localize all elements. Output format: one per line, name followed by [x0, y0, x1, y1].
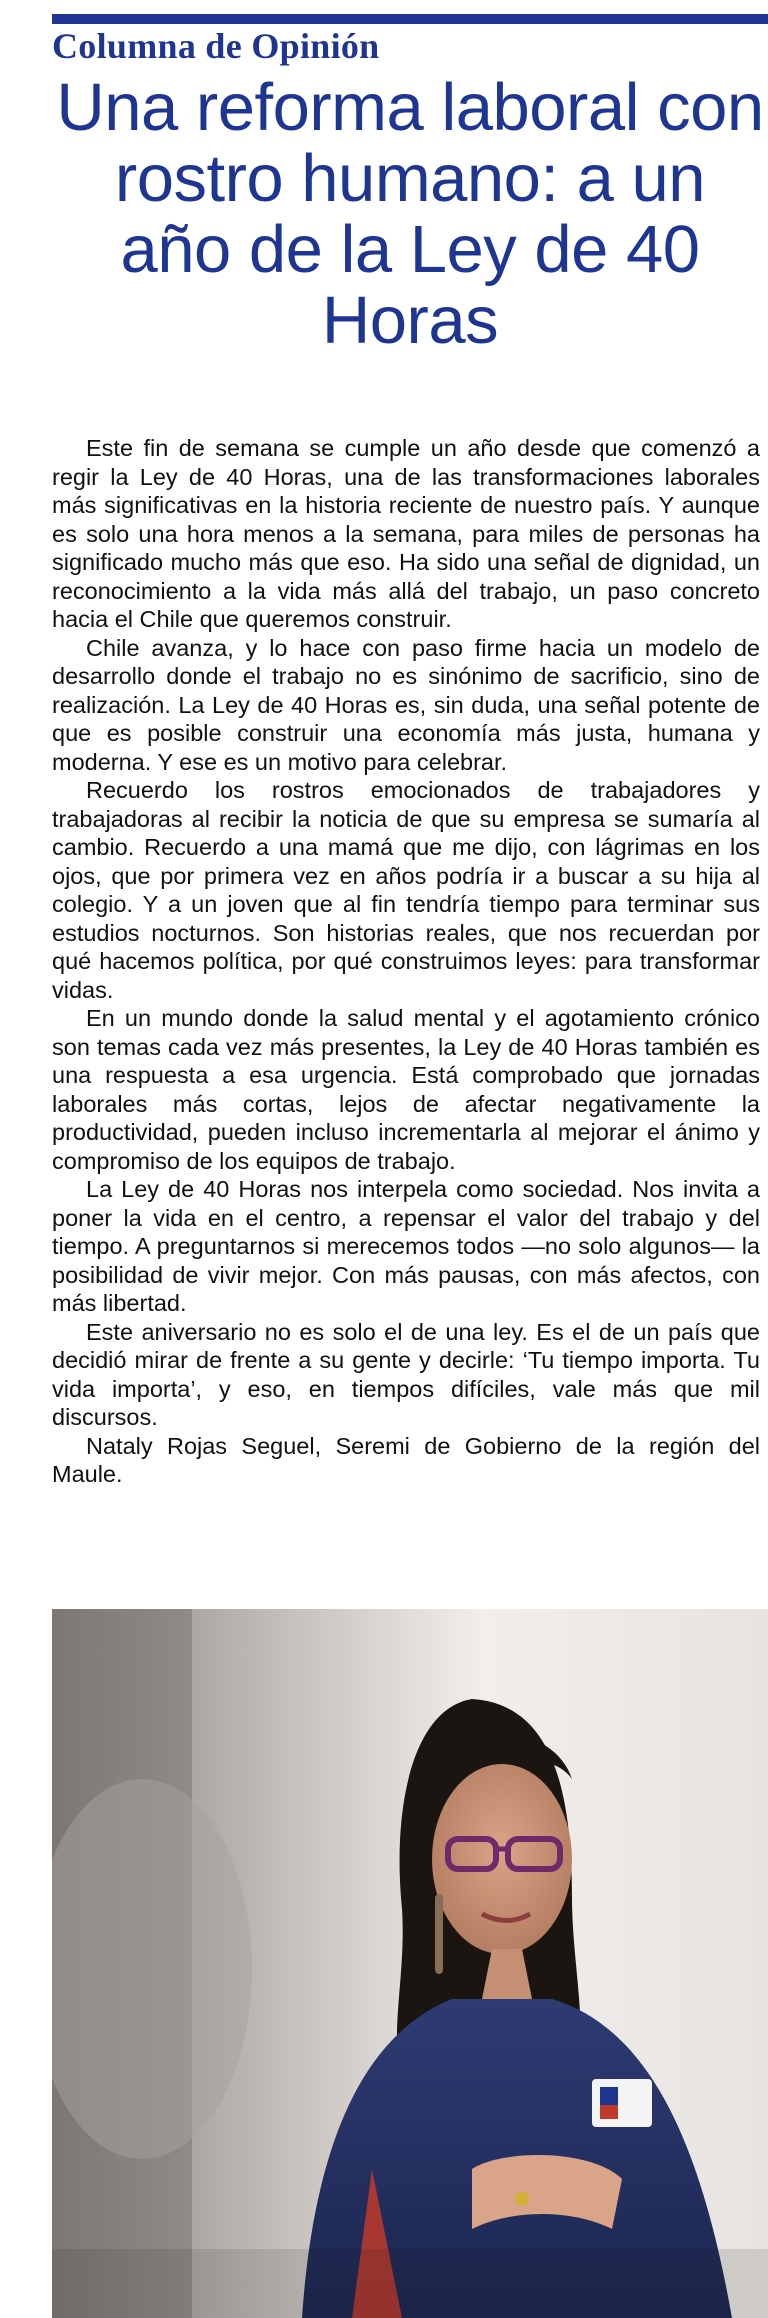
paragraph: Chile avanza, y lo hace con paso firme hacia un modelo de desarrollo donde el trabajo no es sinónimo de sacrificio, sino de realización. La Ley de 40 Horas es, sin duda, una señal potente de que es posible construir una economía más justa, humana y moderna. Y ese es un motivo para celebrar. [52, 634, 760, 775]
headline: Una reforma laboral con rostro humano: a un año de la Ley de 40 Horas [56, 70, 764, 358]
paragraph: Recuerdo los rostros emocionados de trabajadores y trabajadoras al recibir la noticia de que su empresa se sumaría al cambio. Recuerdo a una mamá que me dijo, con lágrimas en los ojos, que por primera vez en años podría ir a buscar a su hija al colegio. Y a un joven que al fin tendría tiempo para terminar sus estudios nocturnos. Son historias reales, que nos recuerdan por qué hacemos política, por qué construimos leyes: para transformar vidas. [52, 777, 760, 1003]
section-label: Columna de Opinión [52, 26, 380, 66]
header-rule [52, 14, 768, 24]
article-body [52, 434, 760, 1489]
author-photo [52, 1609, 768, 2318]
paragraph: La Ley de 40 Horas nos interpela como sociedad. Nos invita a poner la vida en el centro, a repensar el valor del trabajo y del tiempo. A preguntarnos si merecemos todos —no solo algunos— la posibilidad de vivir mejor. Con más pausas, con más afectos, con más libertad. [52, 1176, 760, 1316]
paragraph: Este aniversario no es solo el de una ley. Es el de un país que decidió mirar de frente a su gente y decirle: ‘Tu tiempo importa. Tu vida importa’, y eso, en tiempos difíciles, vale más que mil discursos. [52, 1318, 760, 1430]
paragraph: En un mundo donde la salud mental y el agotamiento crónico son temas cada vez más presentes, la Ley de 40 Horas también es una respuesta a esa urgencia. Está comprobado que jornadas laborales más cortas, lejos de afectar negativamente la productividad, pueden incluso incrementarla al mejorar el ánimo y compromiso de los equipos de trabajo. [52, 1005, 760, 1174]
author-signature: Nataly Rojas Seguel, Seremi de Gobierno de la región del Maule. [52, 1432, 760, 1487]
paragraph: Este fin de semana se cumple un año desde que comenzó a regir la Ley de 40 Horas, una de las transformaciones laborales más significativas en la historia reciente de nuestro país. Y aunque es solo una hora menos a la semana, para miles de personas ha significado mucho más que eso. Ha sido una señal de dignidad, un reconocimiento a la vida más allá del trabajo, un paso concreto hacia el Chile que queremos construir. [52, 435, 760, 632]
